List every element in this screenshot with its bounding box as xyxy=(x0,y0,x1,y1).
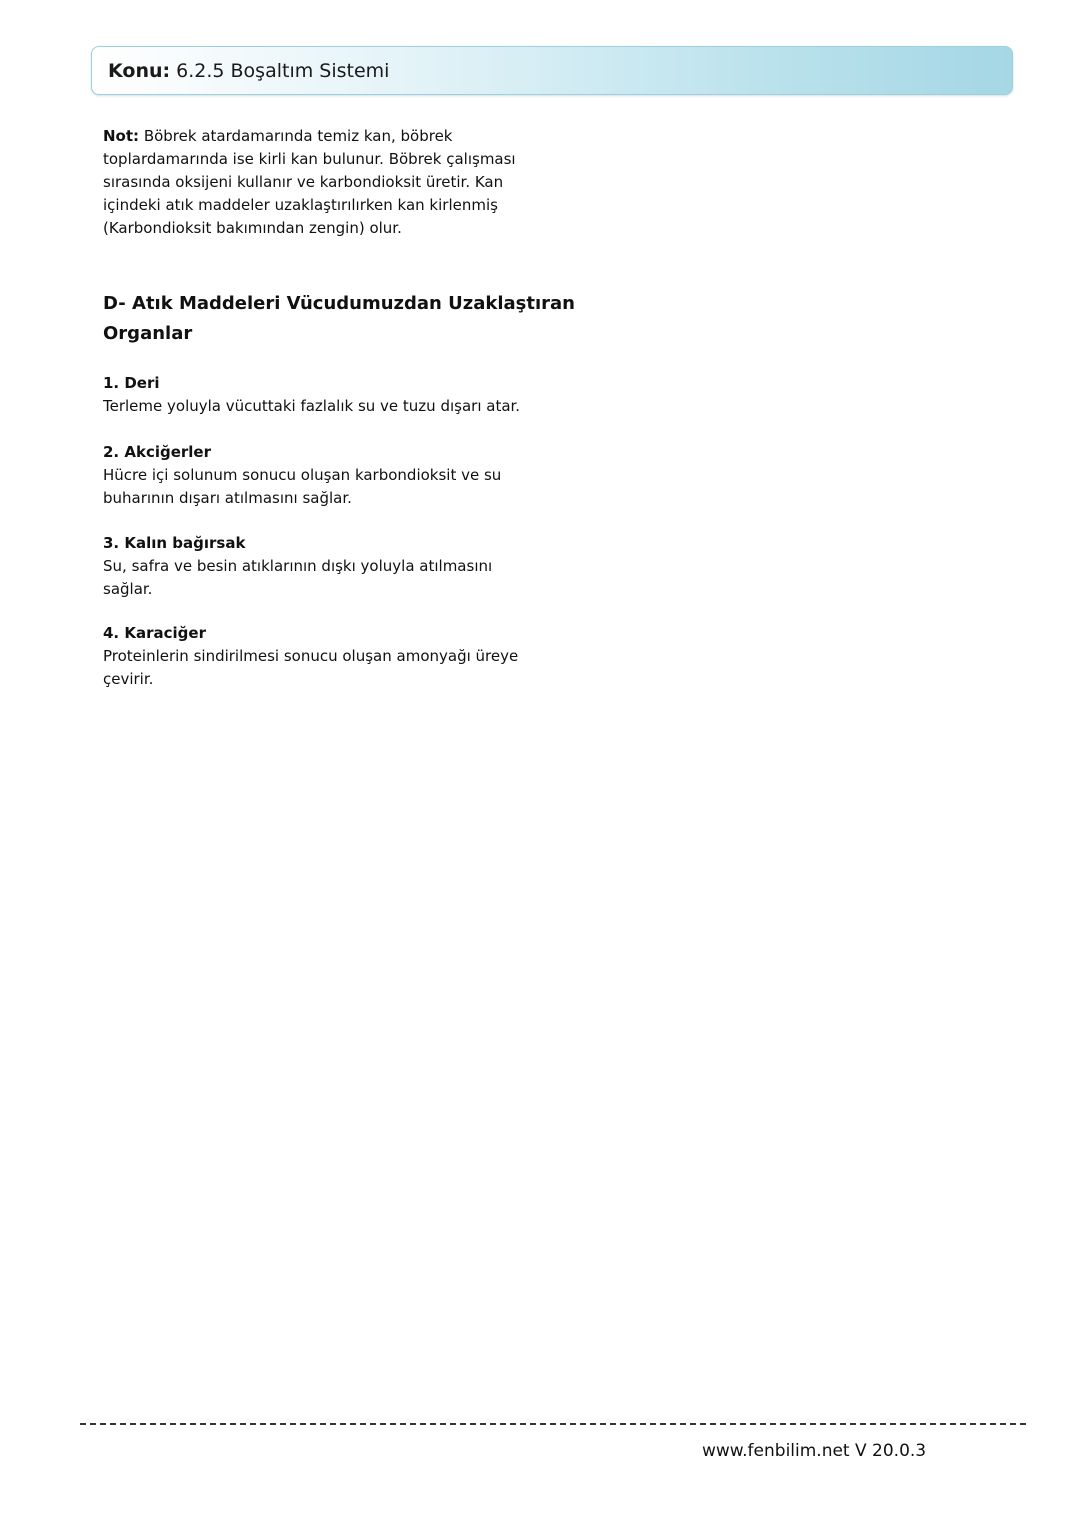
topic-header xyxy=(91,46,1013,95)
section-heading-line: D- Atık Maddeleri Vücudumuzdan Uzaklaştıran xyxy=(103,293,575,314)
note-label: Not: xyxy=(103,127,140,145)
note-paragraph xyxy=(103,125,543,240)
footer-site-version: www.fenbilim.net V 20.0.3 xyxy=(702,1441,927,1461)
organ-description-line: Su, safra ve besin atıklarının dışkı yoluyla atılmasını xyxy=(103,557,493,575)
organ-description-line: Hücre içi solunum sonucu oluşan karbondioksit ve su xyxy=(103,466,502,484)
note-line-text: Böbrek atardamarında temiz kan, böbrek xyxy=(143,127,453,145)
organ-item-kalin-bagirsak xyxy=(103,532,563,601)
organ-description-line: Terleme yoluyla vücuttaki fazlalık su ve tuzu dışarı atar. xyxy=(103,397,521,415)
organ-title: 1. Deri xyxy=(103,374,160,392)
organ-item-deri xyxy=(103,372,563,418)
organ-description-line: Proteinlerin sindirilmesi sonucu oluşan amonyağı üreye xyxy=(103,647,519,665)
topic-title: 6.2.5 Boşaltım Sistemi xyxy=(176,60,390,82)
topic-label: Konu: xyxy=(108,60,171,82)
organ-item-akcigerler xyxy=(103,441,563,510)
section-heading xyxy=(103,289,575,349)
footer-divider xyxy=(80,1423,1026,1425)
organ-title: 3. Kalın bağırsak xyxy=(103,534,246,552)
section-heading-line: Organlar xyxy=(103,323,193,344)
organ-description-line: buharının dışarı atılmasını sağlar. xyxy=(103,489,352,507)
topic-header-text xyxy=(108,59,389,83)
organ-title: 4. Karaciğer xyxy=(103,624,206,642)
organ-description-line: sağlar. xyxy=(103,580,153,598)
organ-title: 2. Akciğerler xyxy=(103,443,211,461)
organ-item-karaciger xyxy=(103,622,563,691)
note-line: toplardamarında ise kirli kan bulunur. Böbrek çalışması xyxy=(103,150,516,168)
note-line: (Karbondioksit bakımından zengin) olur. xyxy=(103,219,402,237)
note-line xyxy=(103,125,543,148)
note-line: içindeki atık maddeler uzaklaştırılırken kan kirlenmiş xyxy=(103,196,498,214)
organ-description-line: çevirir. xyxy=(103,670,154,688)
note-line: sırasında oksijeni kullanır ve karbondioksit üretir. Kan xyxy=(103,173,504,191)
